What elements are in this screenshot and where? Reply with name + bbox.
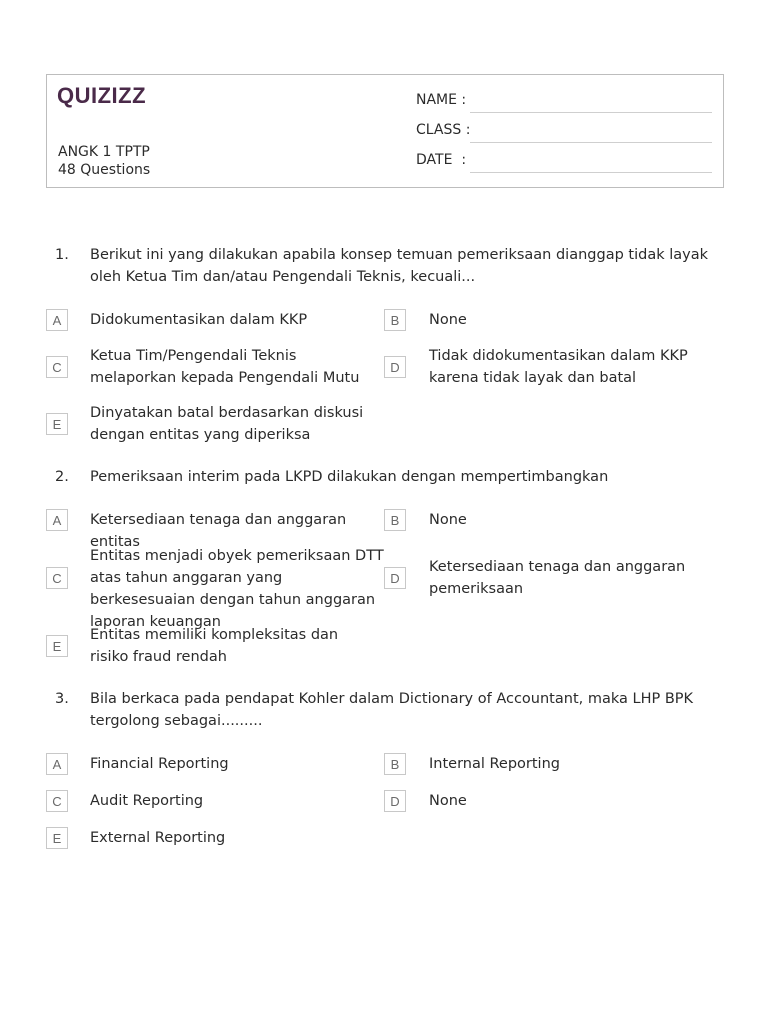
quizizz-logo: QUIZIZZ xyxy=(57,83,147,108)
option-letter-e[interactable]: E xyxy=(46,635,68,657)
option-letter-e[interactable]: E xyxy=(46,413,68,435)
option-text: Didokumentasikan dalam KKP xyxy=(90,312,308,328)
date-label: DATE : xyxy=(416,152,467,168)
option-letter-b[interactable]: B xyxy=(384,753,406,775)
option-letter-e[interactable]: E xyxy=(46,827,68,849)
date-line xyxy=(470,172,712,173)
option-text: Entitas menjadi obyek pemeriksaan DTT atas tahun anggaran yang berkesesuaian dengan tahun anggaran laporan keuangan xyxy=(90,548,384,630)
question-text: Bila berkaca pada pendapat Kohler dalam Dictionary of Accountant, maka LHP BPK tergolong sebagai......... xyxy=(90,691,694,729)
option-letter-d[interactable]: D xyxy=(384,356,406,378)
option-letter-a[interactable]: A xyxy=(46,753,68,775)
option-letter-a[interactable]: A xyxy=(46,309,68,331)
option-letter-d[interactable]: D xyxy=(384,567,406,589)
option-letter-c[interactable]: C xyxy=(46,790,68,812)
question-text: Berikut ini yang dilakukan apabila konsep temuan pemeriksaan dianggap tidak layak oleh Ketua Tim dan/atau Pengendali Teknis, kecuali... xyxy=(90,247,708,285)
option-text: Audit Reporting xyxy=(90,793,204,809)
quiz-title: ANGK 1 TPTP xyxy=(58,144,150,160)
name-field[interactable] xyxy=(416,91,712,113)
question-count: 48 Questions xyxy=(58,162,151,178)
option-text: Ketersediaan tenaga dan anggaran pemeriksaan xyxy=(429,559,686,597)
name-line xyxy=(470,112,712,113)
option-text: None xyxy=(429,793,467,809)
worksheet-header xyxy=(46,74,724,188)
question-text: Pemeriksaan interim pada LKPD dilakukan dengan mempertimbangkan xyxy=(90,469,609,485)
option-letter-d[interactable]: D xyxy=(384,790,406,812)
option-letter-c[interactable]: C xyxy=(46,567,68,589)
class-field[interactable] xyxy=(416,121,712,143)
class-line xyxy=(470,142,712,143)
question-number: 2. xyxy=(55,469,69,485)
question-number: 1. xyxy=(55,247,69,263)
option-letter-b[interactable]: B xyxy=(384,509,406,531)
option-letter-a[interactable]: A xyxy=(46,509,68,531)
option-letter-c[interactable]: C xyxy=(46,356,68,378)
date-field[interactable] xyxy=(416,151,712,173)
option-text: None xyxy=(429,512,467,528)
class-label: CLASS : xyxy=(416,122,471,138)
option-text: Dinyatakan batal berdasarkan diskusi dengan entitas yang diperiksa xyxy=(90,405,364,443)
option-text: External Reporting xyxy=(90,830,226,846)
option-text: Internal Reporting xyxy=(429,756,560,772)
option-text: Ketersediaan tenaga dan anggaran entitas xyxy=(90,512,347,550)
option-text: Entitas memiliki kompleksitas dan risiko fraud rendah xyxy=(90,627,339,665)
option-text: None xyxy=(429,312,467,328)
option-text: Tidak didokumentasikan dalam KKP karena tidak layak dan batal xyxy=(429,348,688,386)
option-letter-b[interactable]: B xyxy=(384,309,406,331)
name-label: NAME : xyxy=(416,92,467,108)
option-text: Ketua Tim/Pengendali Teknis melaporkan kepada Pengendali Mutu xyxy=(90,348,360,386)
option-text: Financial Reporting xyxy=(90,756,229,772)
question-number: 3. xyxy=(55,691,69,707)
